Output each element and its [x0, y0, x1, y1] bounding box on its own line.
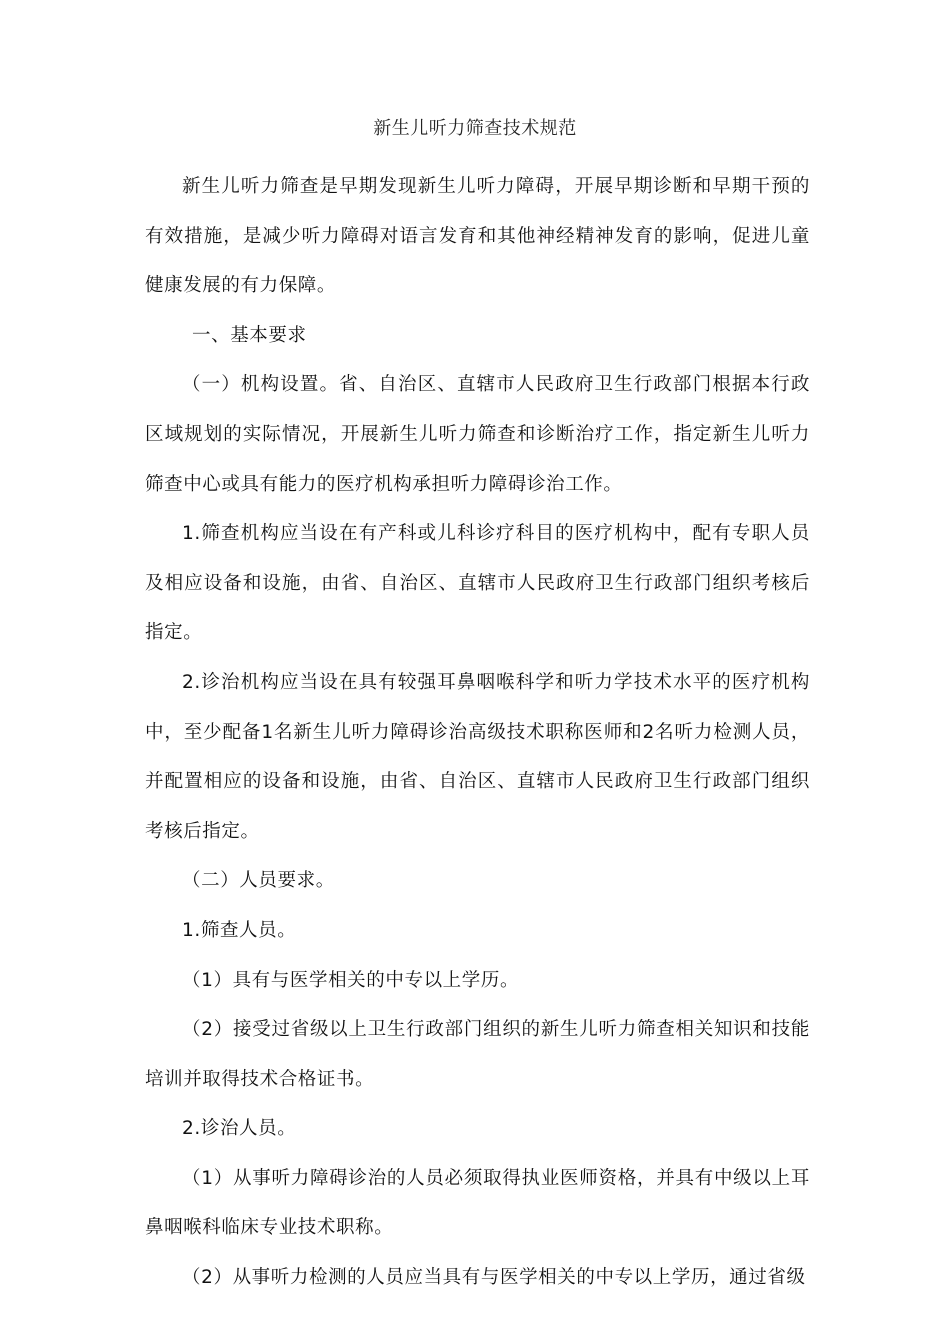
document-title: 新生儿听力筛查技术规范 — [373, 118, 577, 139]
section-heading-basic-requirements: 一、基本要求 — [192, 324, 307, 346]
paragraph-screening-personnel: 1.筛查人员。 — [182, 919, 297, 941]
paragraph-institution-setup: （一）机构设置。省、自治区、直辖市人民政府卫生行政部门根据本行政区域规划的实际情况，开展新生儿听力筛查和诊断治疗工作，指定新生儿听力筛查中心或具有能力的医疗机构承担听力障碍诊治工作。 — [145, 374, 810, 495]
paragraph-diagnosis-personnel-1: （1）从事听力障碍诊治的人员必须取得执业医师资格，并具有中级以上耳鼻咽喉科临床专业技术职称。 — [145, 1167, 810, 1239]
paragraph-screening-personnel-2: （2）接受过省级以上卫生行政部门组织的新生儿听力筛查相关知识和技能培训并取得技术合格证书。 — [145, 1019, 810, 1090]
paragraph-screening-personnel-1: （1）具有与医学相关的中专以上学历。 — [182, 969, 520, 991]
paragraph-diagnosis-personnel: 2.诊治人员。 — [182, 1118, 297, 1140]
paragraph-diagnosis-institution: 2.诊治机构应当设在具有较强耳鼻咽喉科学和听力学技术水平的医疗机构中，至少配备1名新生儿听力障碍诊治高级技术职称医师和2名听力检测人员，并配置相应的设备和设施，由省、自治区、直辖市人民政府卫生行政部门组织考核后指定。 — [145, 671, 810, 842]
paragraph-personnel-requirements: （二）人员要求。 — [182, 870, 335, 892]
paragraph-screening-institution: 1.筛查机构应当设在有产科或儿科诊疗科目的医疗机构中，配有专职人员及相应设备和设施，由省、自治区、直辖市人民政府卫生行政部门组织考核后指定。 — [145, 523, 810, 644]
paragraph-intro: 新生儿听力筛查是早期发现新生儿听力障碍，开展早期诊断和早期干预的有效措施，是减少听力障碍对语言发育和其他神经精神发育的影响，促进儿童健康发展的有力保障。 — [145, 176, 810, 297]
paragraph-diagnosis-personnel-2: （2）从事听力检测的人员应当具有与医学相关的中专以上学历，通过省级 — [182, 1267, 806, 1289]
document-body — [145, 162, 810, 1303]
